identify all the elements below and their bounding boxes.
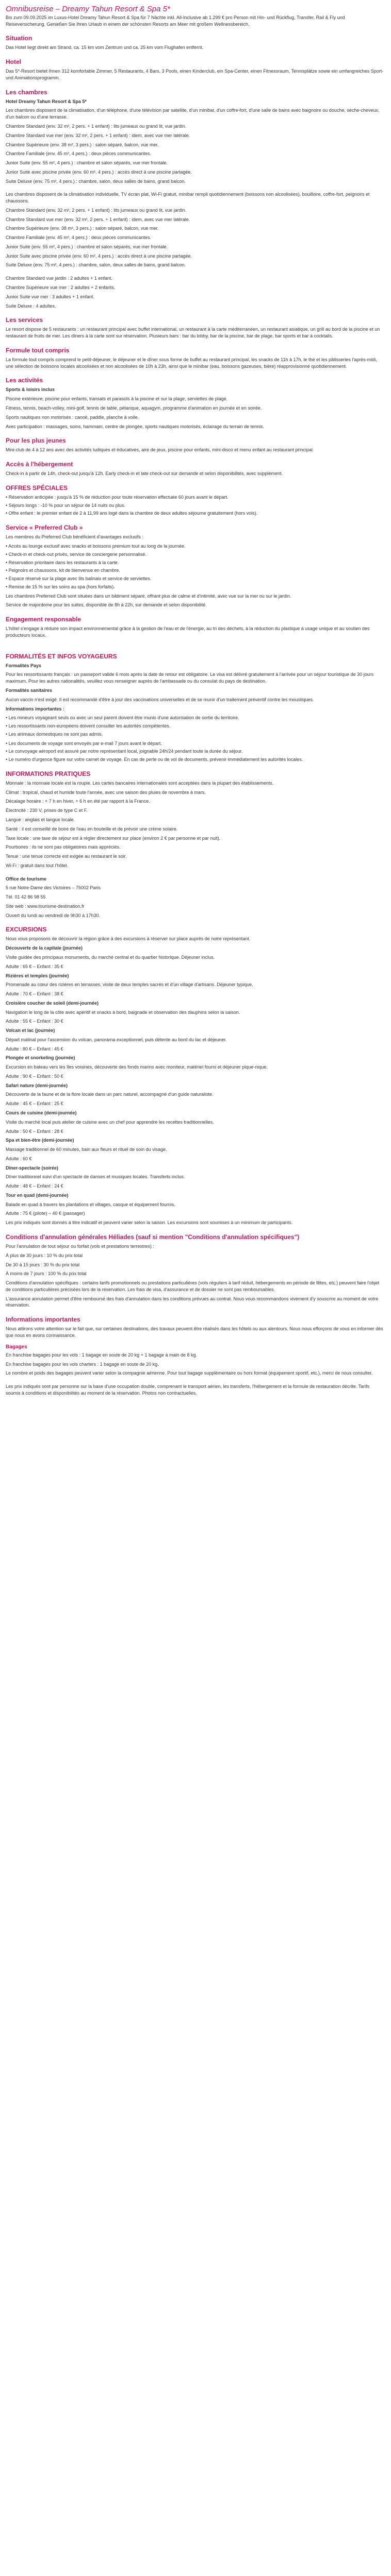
rooms-line: Junior Suite (env. 55 m², 4 pers.) : chambre et salon séparés, vue mer frontale. <box>6 244 168 249</box>
excursion-description: Découverte de la faune et de la flore locale dans un parc naturel, accompagné d'un guide naturaliste. <box>6 1092 214 1097</box>
preferred-club-item: • Remise de 15 % sur les soins au spa (hors forfaits). <box>6 584 385 590</box>
offers-heading: OFFRES SPÉCIALES <box>6 484 68 492</box>
formalities-text: Pour les ressortissants français : un passeport valide 6 mois après la date de retour est obligatoire. Le visa est délivré gratuitement à l'arrivée pour un séjour touristique de 30 jours maximum. Pour les autres nationalités, veuillez vous renseigner auprès de l'ambassade ou du consulat du pays de destination. <box>6 672 374 684</box>
intro-text: Bis zum 09.09.2025 im Luxus-Hotel Dreamy Tahun Resort & Spa für 7 Nächte inkl. All-Inclusive ab 1.299 € pro Person mit Hin- und Rückflug, Transfer, Rail & Fly und Reiseversicherung. Genießen Sie Ihren Urlaub in einem der schönsten Resorts am Meer mit großem Wellnessbereich. <box>6 14 345 27</box>
excursion-item <box>6 1110 385 1134</box>
preferred-club-item: • Peignoirs et chaussons, kit de bienvenue en chambre. <box>6 567 385 574</box>
excursion-description: Visite guidée des principaux monuments, du marché central et du quartier historique. Déjeuner inclus. <box>6 954 215 960</box>
excursion-description: Excursion en bateau vers les îles voisines, découverte des fonds marins avec moniteur, matériel fourni et déjeuner pique-nique. <box>6 1064 268 1070</box>
excursion-price: Adulte : 65 € – Enfant : 35 € <box>6 963 63 969</box>
excursion-price: Adulte : 48 € – Enfant : 24 € <box>6 1183 63 1189</box>
practical-info-line: Climat : tropical, chaud et humide toute l'année, avec une saison des pluies de novembre à mars. <box>6 789 206 795</box>
excursion-item <box>6 973 385 997</box>
practical-info-line: Monnaie : la monnaie locale est la roupie. Les cartes bancaires internationales sont acceptées dans la plupart des établissements. <box>6 780 274 786</box>
preferred-club-note: Les chambres Preferred Club sont situées dans un bâtiment séparé, offrant plus de calme et d'intimité, avec vue sur la mer ou sur le jardin. <box>6 593 291 599</box>
luggage-line: En franchise bagages pour les vols : 1 bagage en soute de 20 kg + 1 bagage à main de 8 kg. <box>6 1352 198 1358</box>
rooms-line: Chambre Supérieure (env. 38 m², 3 pers.) : salon séparé, balcon, vue mer. <box>6 142 159 147</box>
formalities-item: • Les animaux domestiques ne sont pas admis. <box>6 731 385 738</box>
excursion-name: Tour en quad (demi-journée) <box>6 1192 69 1198</box>
excursion-name: Volcan et lac (journée) <box>6 1028 55 1033</box>
rooms-line: Chambre Familiale (env. 45 m², 4 pers.) : deux pièces communicantes. <box>6 235 151 241</box>
preferred-club-item: • Espace réservé sur la plage avec lits balinais et service de serviettes. <box>6 575 385 582</box>
rooms-line: Chambre Supérieure (env. 38 m², 3 pers.) : salon séparé, balcon, vue mer. <box>6 226 159 231</box>
rooms-line: Suite Deluxe (env. 75 m², 4 pers.) : chambre, salon, deux salles de bains, grand balcon. <box>6 178 186 184</box>
practical-info-line: Électricité : 230 V, prises de type C et F. <box>6 808 88 814</box>
rooms-line: Chambre Standard (env. 32 m², 2 pers. + 1 enfant) : lits jumeaux ou grand lit, vue jardin. <box>6 123 187 129</box>
excursion-price: Adulte : 55 € – Enfant : 30 € <box>6 1019 63 1024</box>
page <box>6 0 385 1399</box>
excursion-name: Cours de cuisine (demi-journée) <box>6 1110 77 1115</box>
excursion-price: Adulte : 75 € (pilote) – 40 € (passager) <box>6 1211 85 1216</box>
excursion-name: Rizières et temples (journée) <box>6 973 69 978</box>
preferred-club-list <box>6 543 385 590</box>
activities-heading: Les activités <box>6 377 43 384</box>
preferred-club-heading: Service « Preferred Club » <box>6 524 83 532</box>
rooms-line: Suite Deluxe (env. 75 m², 4 pers.) : chambre, salon, deux salles de bains, grand balcon. <box>6 262 186 268</box>
rooms-line: Chambre Standard (env. 32 m², 2 pers. + 1 enfant) : lits jumeaux ou grand lit, vue jardin. <box>6 207 187 213</box>
kids-heading: Pour les plus jeunes <box>6 437 66 445</box>
excursion-price: Adulte : 50 € – Enfant : 28 € <box>6 1128 63 1134</box>
excursion-description: Départ matinal pour l'ascension du volcan, panorama exceptionnel, puis détente au bord du lac et déjeuner. <box>6 1037 227 1042</box>
preferred-club-item: • Check-in et check-out privés, service de conciergerie personnalisé. <box>6 551 385 558</box>
formalities-list <box>6 715 385 737</box>
formalities-health-text: Aucun vaccin n'est exigé. Il est recommandé d'être à jour des vaccinations universelles et de se munir d'un traitement préventif contre les moustiques. <box>6 697 314 702</box>
formula-text: La formule tout compris comprend le petit-déjeuner, le déjeuner et le dîner sous forme de buffet au restaurant principal, les snacks de 11h à 17h, le thé et les pâtisseries l'après-midi, une sélection de boissons locales alcoolisées et non alcoolisées de 10h à 23h, ainsi que le minibar (eau, boissons gazeuses, bière) réapprovisionné quotidiennement. <box>6 357 377 369</box>
excursion-item <box>6 1082 385 1107</box>
rooms-capacity-line: Chambre Standard vue jardin : 2 adultes + 1 enfant. <box>6 276 112 281</box>
kids-text: Mini-club de 4 à 12 ans avec des activités ludiques et éducatives, aire de jeux, piscine pour enfants, mini-disco et menu enfant au restaurant principal. <box>6 447 314 453</box>
rooms-list-2 <box>6 191 385 268</box>
formalities-item: • Les ressortissants non-européens doivent consulter les autorités compétentes. <box>6 723 385 730</box>
situation-heading: Situation <box>6 35 32 42</box>
footer-note: Les prix indiqués sont par personne sur la base d'une occupation double, comprenant le transport aérien, les transferts, l'hébergement et la formule de restauration décrite. Tarifs soumis à conditions et disponibilités au moment de la réservation. Photos non contractuelles. <box>6 1384 370 1396</box>
excursions-note: Les prix indiqués sont donnés à titre indicatif et peuvent varier selon la saison. Les excursions sont soumises à un minimum de participants. <box>6 1220 293 1226</box>
cancellation-line: À plus de 30 jours : 10 % du prix total <box>6 1252 83 1258</box>
practical-info-line: Santé : il est conseillé de boire de l'eau en bouteille et de prévoir une crème solaire. <box>6 826 178 832</box>
formalities-more-item: • Le numéro d'urgence figure sur votre carnet de voyage. En cas de perte ou de vol de documents, prévenir immédiatement les autorités locales. <box>6 756 385 763</box>
cancellation-intro: Pour l'annulation de tout séjour ou forfait (vols et prestations terrestres) : <box>6 1243 154 1249</box>
cancellation-line: À moins de 7 jours : 100 % du prix total <box>6 1271 87 1277</box>
activities-subheading: Sports & loisirs inclus <box>6 387 55 393</box>
arrival-heading: Accès à l'hébergement <box>6 461 73 468</box>
rooms-capacity-list <box>6 275 385 309</box>
practical-info-line: Pourboires : ils ne sont pas obligatoires mais appréciés. <box>6 844 121 850</box>
cancellation-line: De 30 à 15 jours : 30 % du prix total <box>6 1262 80 1267</box>
offer-item: • Réservation anticipée : jusqu'à 15 % de réduction pour toute réservation effectuée 60 jours avant le départ. <box>6 494 385 501</box>
rooms-capacity-line: Chambre Supérieure vue mer : 2 adultes + 2 enfants. <box>6 284 116 290</box>
excursion-name: Plongée et snorkeling (journée) <box>6 1055 75 1061</box>
activities-line: Piscine extérieure, piscine pour enfants, transats et parasols à la piscine et sur la plage, serviettes de plage. <box>6 396 228 402</box>
offer-item: • Séjours longs : -10 % pour un séjour de 14 nuits ou plus. <box>6 502 385 509</box>
excursion-item <box>6 1027 385 1052</box>
rooms-line: Junior Suite avec piscine privée (env. 60 m², 4 pers.) : accès direct à une piscine partagée. <box>6 169 192 175</box>
activities-paid: Avec participation : massages, soins, hammam, centre de plongée, sports nautiques motorisés, éclairage du terrain de tennis. <box>6 423 265 429</box>
excursions-heading: EXCURSIONS <box>6 926 47 934</box>
cancellation-heading: Conditions d'annulation générales Héliades (sauf si mention "Conditions d'annulation spécifiques") <box>6 1233 300 1241</box>
tourism-office-website[interactable]: Site web : www.tourisme-destination.fr <box>6 903 85 909</box>
excursion-item <box>6 945 385 970</box>
activities-line: Fitness, tennis, beach-volley, mini-golf, tennis de table, pétanque, aquagym, programme d'animation en journée et en soirée. <box>6 405 262 411</box>
excursion-description: Dîner traditionnel suivi d'un spectacle de danses et musiques locales. Transferts inclus. <box>6 1174 185 1180</box>
rooms-line: Junior Suite avec piscine privée (env. 60 m², 4 pers.) : accès direct à une piscine partagée. <box>6 253 192 259</box>
rooms-line: Chambre Familiale (env. 45 m², 4 pers.) : deux pièces communicantes. <box>6 151 151 157</box>
hotel-text: Das 5*-Resort bietet Ihnen 312 komfortable Zimmer, 5 Restaurants, 4 Bars, 3 Pools, einen Kinderclub, ein Spa-Center, einen Fitnessraum, Tennisplätze sowie ein umfangreiches Sport- und Animationsprogramm. <box>6 69 384 80</box>
formalities-more-item: • Les documents de voyage sont envoyés par e-mail 7 jours avant le départ. <box>6 740 385 747</box>
practical-info-line: Tenue : une tenue correcte est exigée au restaurant le soir. <box>6 854 127 859</box>
excursion-item <box>6 1137 385 1162</box>
preferred-club-item: • Réservation prioritaire dans les restaurants à la carte. <box>6 560 385 566</box>
excursion-item <box>6 1000 385 1025</box>
cancellation-note: Conditions d'annulation spécifiques : certains tarifs promotionnels ou prestations particulières (vols réguliers à tarif réduit, hébergements en période de fêtes, etc.) peuvent faire l'objet de conditions particulières précisées lors de la réservation. Les frais de visa, d'assurance et de dossier ne sont pas remboursables. <box>6 1280 380 1292</box>
rooms-line: Chambre Standard vue mer (env. 32 m², 2 pers. + 1 enfant) : idem, avec vue mer latérale. <box>6 216 190 222</box>
excursion-name: Safari nature (demi-journée) <box>6 1082 68 1088</box>
important-text: Nous attirons votre attention sur le fait que, sur certaines destinations, des travaux peuvent être réalisés dans les hôtels ou aux alentours. Nous nous efforçons de vous en informer dès que nous en avons connaissance. <box>6 1326 383 1338</box>
excursion-price: Adulte : 90 € – Enfant : 50 € <box>6 1073 63 1079</box>
tourism-office-address: 5 rue Notre-Dame des Victoires – 75002 Paris <box>6 885 101 891</box>
excursions-intro: Nous vous proposons de découvrir la région grâce à des excursions à réserver sur place auprès de notre représentant. <box>6 936 251 942</box>
formalities-important-heading: Informations importantes : <box>6 706 65 711</box>
offers-list <box>6 494 385 517</box>
practical-info-line: Wi-Fi : gratuit dans tout l'hôtel. <box>6 862 69 868</box>
excursion-price: Adulte : 80 € – Enfant : 45 € <box>6 1046 63 1052</box>
excursion-price: Adulte : 70 € – Enfant : 38 € <box>6 991 63 997</box>
services-text: Le resort dispose de 5 restaurants : un restaurant principal avec buffet international, un restaurant à la carte méditerranéen, un restaurant asiatique, un grill au bord de la piscine et un restaurant de fruits de mer. Les dîners à la carte sont sur réservation. Plusieurs bars : bar du lobby, bar de la piscine, bar de plage, bar sports et bar à cocktails. <box>6 327 380 339</box>
practical-info-line: Langue : anglais et langue locale. <box>6 817 75 822</box>
excursion-description: Massage traditionnel de 60 minutes, bain aux fleurs et rituel de soin du visage. <box>6 1147 167 1153</box>
rooms-line: Les chambres disposent de la climatisation, d'un téléphone, d'une télévision par satellite, d'un minibar, d'un coffre-fort, d'une salle de bains avec baignoire ou douche, sèche-cheveux, d'un balcon ou d'une terrasse. <box>6 108 380 120</box>
page-title: Omnibusreise – Dreamy Tahun Resort & Spa 5* <box>6 5 170 13</box>
important-heading: Informations importantes <box>6 1316 80 1324</box>
rooms-heading: Les chambres <box>6 88 47 96</box>
excursion-description: Promenade au cœur des rizières en terrasses, visite de deux temples sacrés et d'un village d'artisans. Déjeuner typique. <box>6 982 253 988</box>
excursion-item <box>6 1165 385 1190</box>
rooms-line: Les chambres disposent de la climatisation individuelle, TV écran plat, Wi-Fi gratuit, minibar rempli quotidiennement (boissons non alcoolisées), bouilloire, coffre-fort, peignoirs et chaussons. <box>6 192 370 204</box>
tourism-office-hours: Ouvert du lundi au vendredi de 9h30 à 17h30. <box>6 912 101 918</box>
excursion-description: Navigation le long de la côte avec apéritif et snacks à bord, baignade et observation des dauphins selon la saison. <box>6 1009 240 1015</box>
formalities-more-item: • Le convoyage aéroport est assuré par notre représentant local, joignable 24h/24 pendant toute la durée du séjour. <box>6 748 385 755</box>
preferred-club-note: Service de majordome pour les suites, disponible de 8h à 22h, sur demande et selon disponibilité. <box>6 602 207 608</box>
hotel-heading: Hotel <box>6 58 21 66</box>
practical-info-line: Décalage horaire : + 7 h en hiver, + 6 h en été par rapport à la France. <box>6 799 150 804</box>
practical-info-heading: INFORMATIONS PRATIQUES <box>6 770 91 777</box>
preferred-club-intro: Les membres du Preferred Club bénéficient d'avantages exclusifs : <box>6 534 143 540</box>
practical-info-line: Taxe locale : une taxe de séjour est à régler directement sur place (environ 2 € par personne et par nuit). <box>6 835 221 841</box>
cancellation-insurance: L'assurance annulation permet d'être remboursé des frais d'annulation dans les conditions prévues au contrat. Nous vous recommandons vivement d'y souscrire au moment de votre réservation. <box>6 1296 379 1308</box>
preferred-club-item: • Accès au lounge exclusif avec snacks et boissons premium tout au long de la journée. <box>6 543 385 550</box>
arrival-text: Check-in à partir de 14h, check-out jusqu'à 12h. Early check-in et late check-out sur demande et selon disponibilités, avec supplément. <box>6 471 283 477</box>
excursion-description: Balade en quad à travers les plantations et villages, casque et équipement fournis. <box>6 1201 175 1207</box>
excursion-item <box>6 1055 385 1079</box>
offer-item: • Offre enfant : le premier enfant de 2 à 11,99 ans logé dans la chambre de deux adultes séjourne gratuitement (hors vols). <box>6 510 385 517</box>
formalities-heading: FORMALITÉS ET INFOS VOYAGEURS <box>6 652 117 660</box>
excursion-name: Découverte de la capitale (journée) <box>6 945 83 951</box>
excursion-description: Visite du marché local puis atelier de cuisine avec un chef pour apprendre les recettes traditionnelles. <box>6 1119 214 1125</box>
rooms-line: Junior Suite (env. 55 m², 4 pers.) : chambre et salon séparés, vue mer frontale. <box>6 160 168 166</box>
luggage-heading: Bagages <box>6 1344 27 1350</box>
formalities-subheading: Formalités Pays <box>6 663 42 668</box>
excursion-item <box>6 1192 385 1217</box>
rooms-capacity-line: Junior Suite vue mer : 3 adultes + 1 enfant. <box>6 294 94 299</box>
formula-heading: Formule tout compris <box>6 346 70 354</box>
rooms-subheading: Hotel Dreamy Tahun Resort & Spa 5* <box>6 98 87 104</box>
formalities-more-list <box>6 740 385 763</box>
rooms-capacity-line: Suite Deluxe : 4 adultes. <box>6 303 56 309</box>
excursion-price: Adulte : 60 € <box>6 1156 32 1161</box>
excursion-price: Adulte : 45 € – Enfant : 25 € <box>6 1101 63 1107</box>
excursion-name: Dîner-spectacle (soirée) <box>6 1165 59 1171</box>
rooms-line: Chambre Standard vue mer (env. 32 m², 2 pers. + 1 enfant) : idem, avec vue mer latérale. <box>6 132 190 138</box>
situation-text: Das Hotel liegt direkt am Strand, ca. 15 km vom Zentrum und ca. 25 km vom Flughafen entfernt. <box>6 45 204 50</box>
excursion-name: Croisière coucher de soleil (demi-journée) <box>6 1000 99 1006</box>
engagement-heading: Engagement responsable <box>6 616 82 623</box>
luggage-line: En franchise bagages pour les vols charters : 1 bagage en soute de 20 kg. <box>6 1361 159 1367</box>
formalities-health-heading: Formalités sanitaires <box>6 688 53 693</box>
formalities-item: • Les mineurs voyageant seuls ou avec un seul parent doivent être munis d'une autorisation de sortie du territoire. <box>6 715 385 721</box>
rooms-list <box>6 107 385 184</box>
engagement-text: L'hôtel s'engage à réduire son impact environnemental grâce à la gestion de l'eau et de l'énergie, au tri des déchets, à la réduction du plastique à usage unique et au soutien des producteurs locaux. <box>6 626 370 638</box>
luggage-note: Le nombre et poids des bagages peuvent varier selon la compagnie aérienne. Pour tout bagage supplémentaire ou hors format (équipement sportif, etc.), merci de nous consulter. <box>6 1370 373 1376</box>
excursion-name: Spa et bien-être (demi-journée) <box>6 1138 74 1143</box>
tourism-office-name: Office de tourisme <box>6 876 47 882</box>
activities-line: Sports nautiques non motorisés : canoë, paddle, planche à voile. <box>6 414 139 420</box>
tourism-office-phone: Tél. 01 42 86 98 55 <box>6 894 46 900</box>
services-heading: Les services <box>6 316 43 324</box>
